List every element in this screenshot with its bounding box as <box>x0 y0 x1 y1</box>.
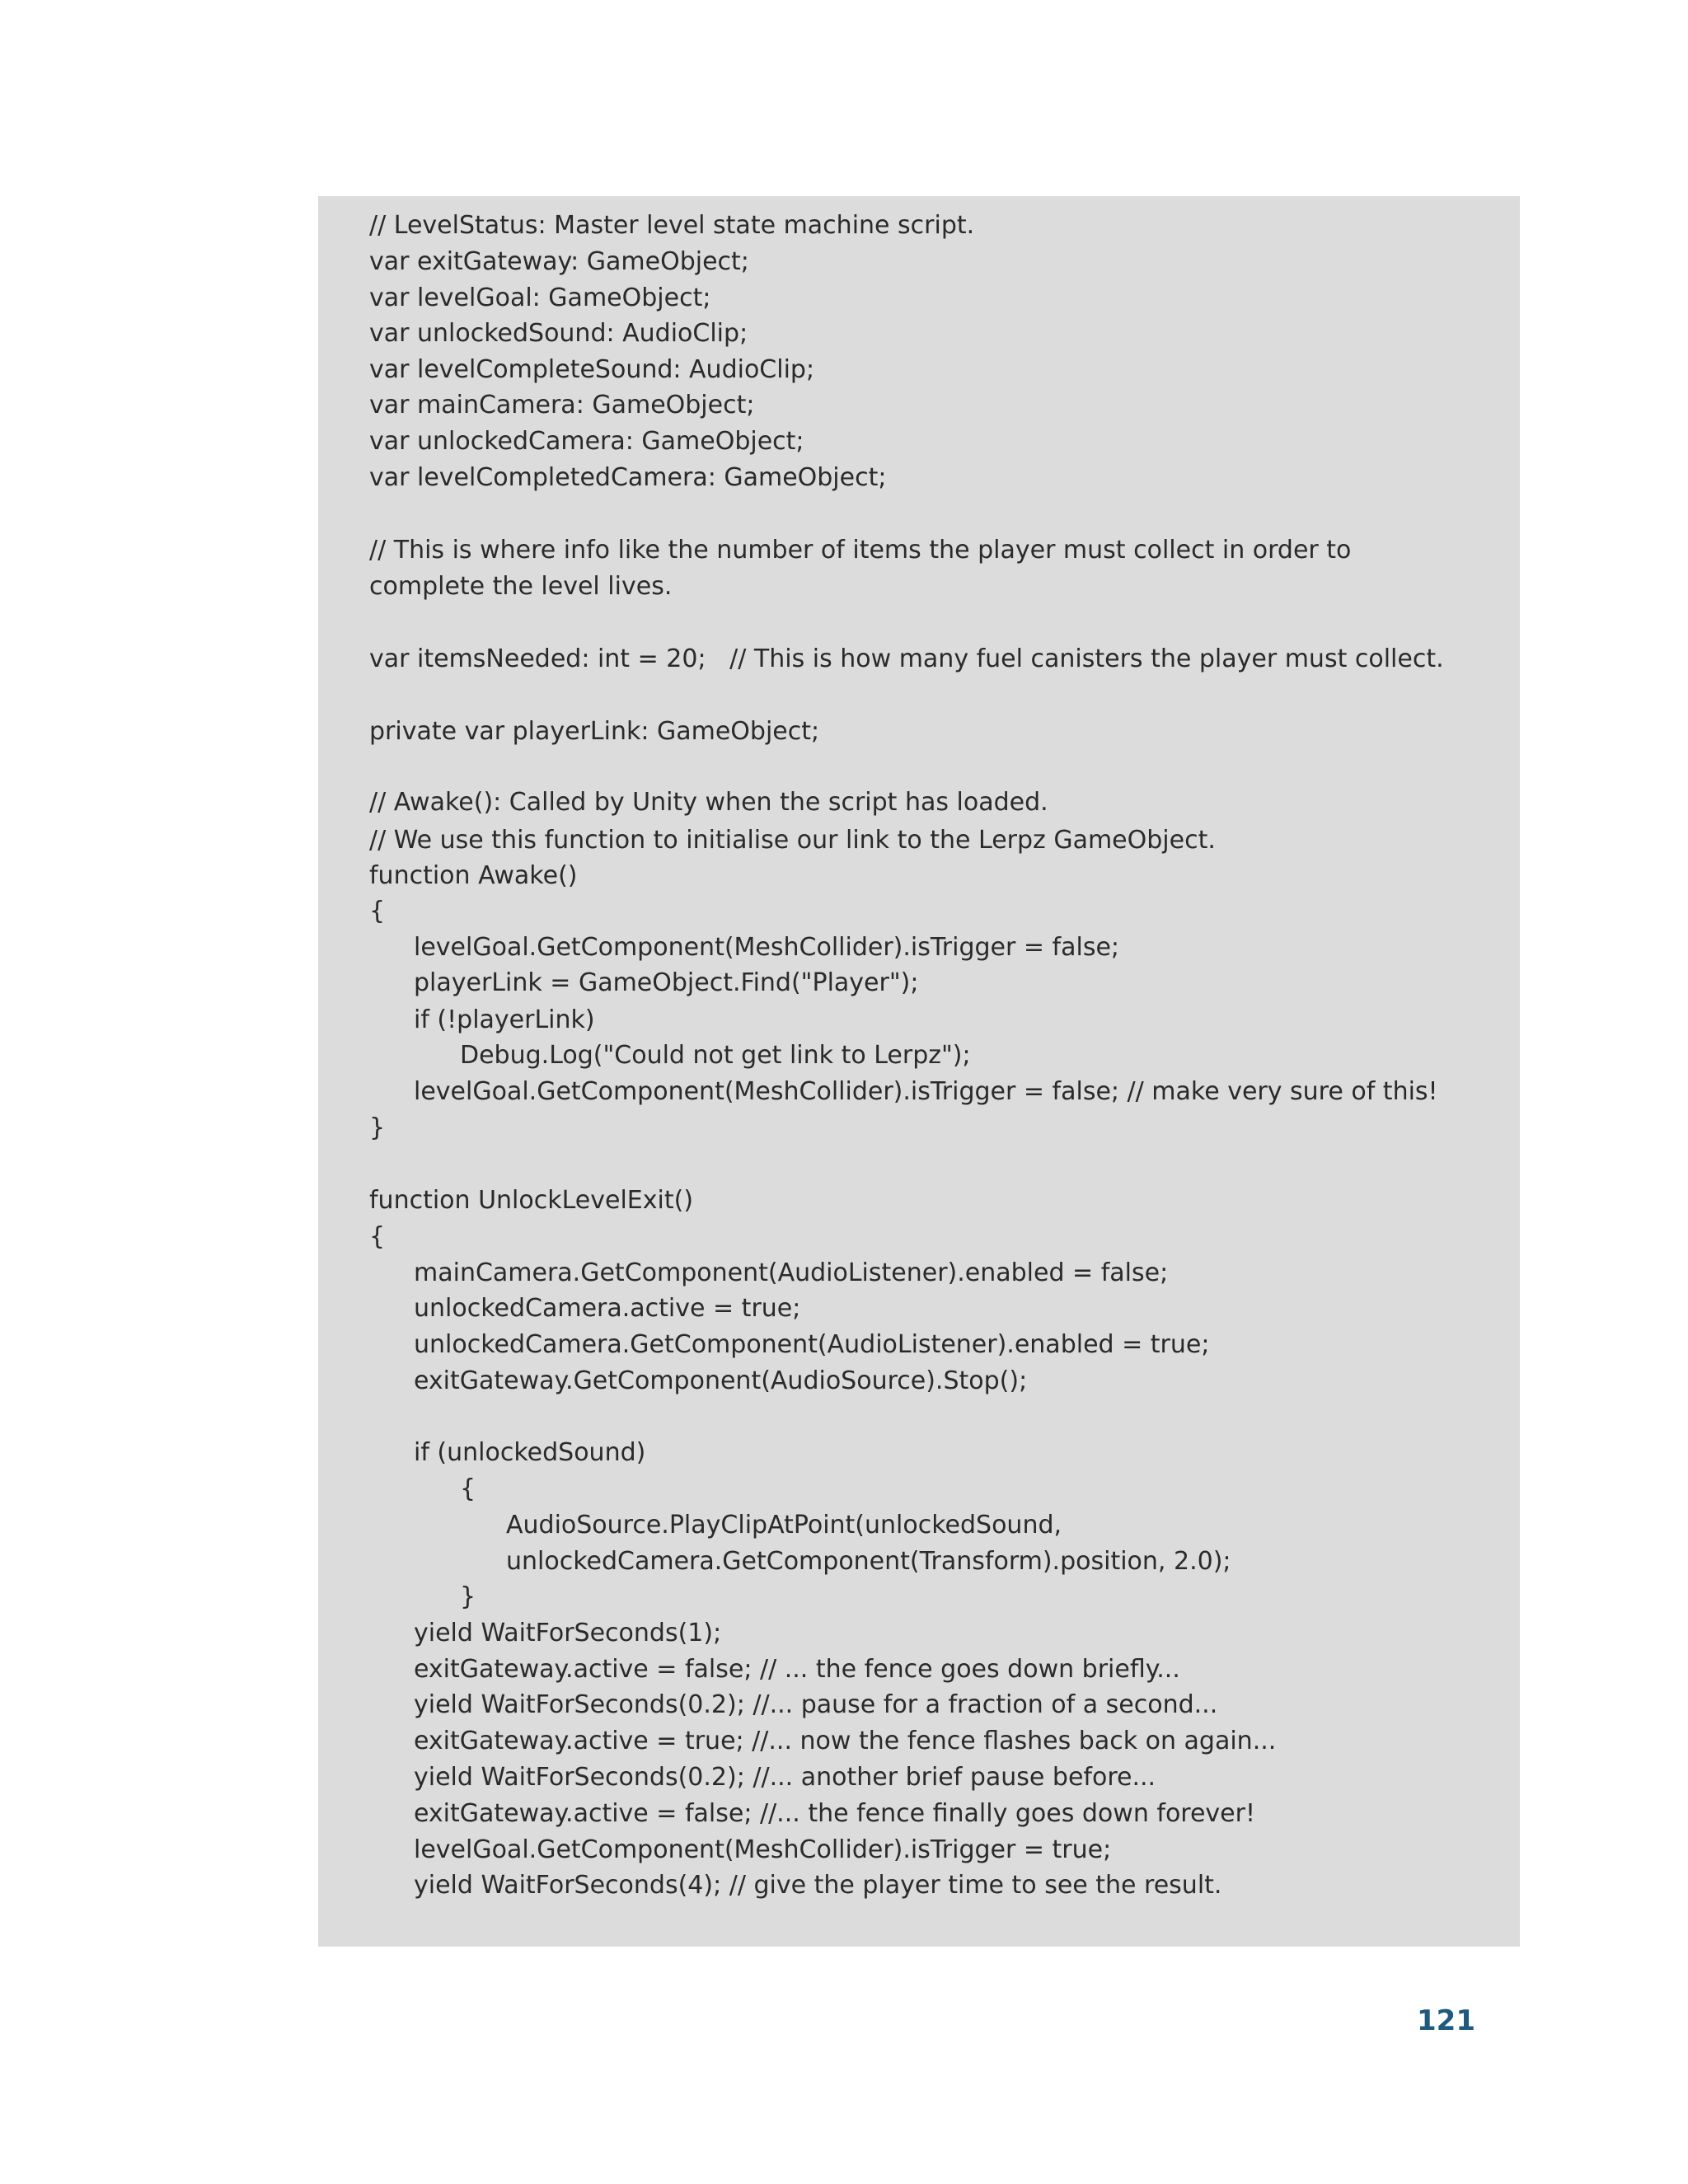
code-line: levelGoal.GetComponent(MeshCollider).isTrigger = true; <box>414 1835 1112 1864</box>
code-line: levelGoal.GetComponent(MeshCollider).isTrigger = false; // make very sure of this! <box>414 1077 1438 1106</box>
code-line: if (!playerLink) <box>414 1005 595 1034</box>
code-line: var unlockedSound: AudioClip; <box>369 319 748 348</box>
code-line: var levelCompletedCamera: GameObject; <box>369 463 887 492</box>
code-line: var unlockedCamera: GameObject; <box>369 427 804 456</box>
code-line: // This is where info like the number of items the player must collect in order to <box>369 536 1352 565</box>
code-line: AudioSource.PlayClipAtPoint(unlockedSound, <box>506 1511 1062 1540</box>
code-line: var levelCompleteSound: AudioClip; <box>369 355 815 384</box>
code-line: var exitGateway: GameObject; <box>369 247 749 276</box>
code-line: yield WaitForSeconds(0.2); //... another brief pause before... <box>414 1763 1156 1792</box>
code-line: playerLink = GameObject.Find("Player"); <box>414 968 919 997</box>
code-line: exitGateway.active = false; // ... the fence goes down briefly... <box>414 1655 1180 1684</box>
code-listing <box>318 196 1520 1947</box>
code-line: complete the level lives. <box>369 572 673 601</box>
code-line: function UnlockLevelExit() <box>369 1186 694 1215</box>
code-line: Debug.Log("Could not get link to Lerpz"); <box>460 1041 971 1070</box>
code-line: exitGateway.active = true; //... now the fence flashes back on again... <box>414 1727 1277 1755</box>
code-line: yield WaitForSeconds(1); <box>414 1619 722 1647</box>
code-line: function Awake() <box>369 861 578 890</box>
code-line: exitGateway.active = false; //... the fence finally goes down forever! <box>414 1799 1255 1828</box>
code-line: mainCamera.GetComponent(AudioListener).enabled = false; <box>414 1258 1169 1287</box>
code-line: yield WaitForSeconds(0.2); //... pause for a fraction of a second... <box>414 1690 1218 1719</box>
code-line: unlockedCamera.GetComponent(AudioListener).enabled = true; <box>414 1330 1210 1359</box>
code-line: var levelGoal: GameObject; <box>369 284 711 312</box>
code-line: // We use this function to initialise our link to the Lerpz GameObject. <box>369 826 1216 855</box>
code-lines <box>318 196 1520 1947</box>
code-line: unlockedCamera.active = true; <box>414 1294 801 1323</box>
page-number: 121 <box>1417 2004 1475 2037</box>
code-line: exitGateway.GetComponent(AudioSource).Stop(); <box>414 1366 1028 1395</box>
code-line: } <box>460 1582 476 1611</box>
code-line: var itemsNeeded: int = 20; // This is how many fuel canisters the player must collect. <box>369 644 1444 673</box>
code-line: { <box>460 1474 476 1503</box>
code-line: { <box>369 1222 386 1251</box>
code-line: private var playerLink: GameObject; <box>369 717 820 746</box>
code-line: levelGoal.GetComponent(MeshCollider).isTrigger = false; <box>414 933 1120 962</box>
code-line: // LevelStatus: Master level state machine script. <box>369 211 975 240</box>
code-line: } <box>369 1113 386 1142</box>
code-line: { <box>369 897 386 926</box>
code-line: yield WaitForSeconds(4); // give the player time to see the result. <box>414 1871 1222 1900</box>
code-line: if (unlockedSound) <box>414 1438 646 1467</box>
code-line: unlockedCamera.GetComponent(Transform).position, 2.0); <box>506 1547 1231 1576</box>
code-line: // Awake(): Called by Unity when the script has loaded. <box>369 788 1048 817</box>
code-line: var mainCamera: GameObject; <box>369 391 755 419</box>
